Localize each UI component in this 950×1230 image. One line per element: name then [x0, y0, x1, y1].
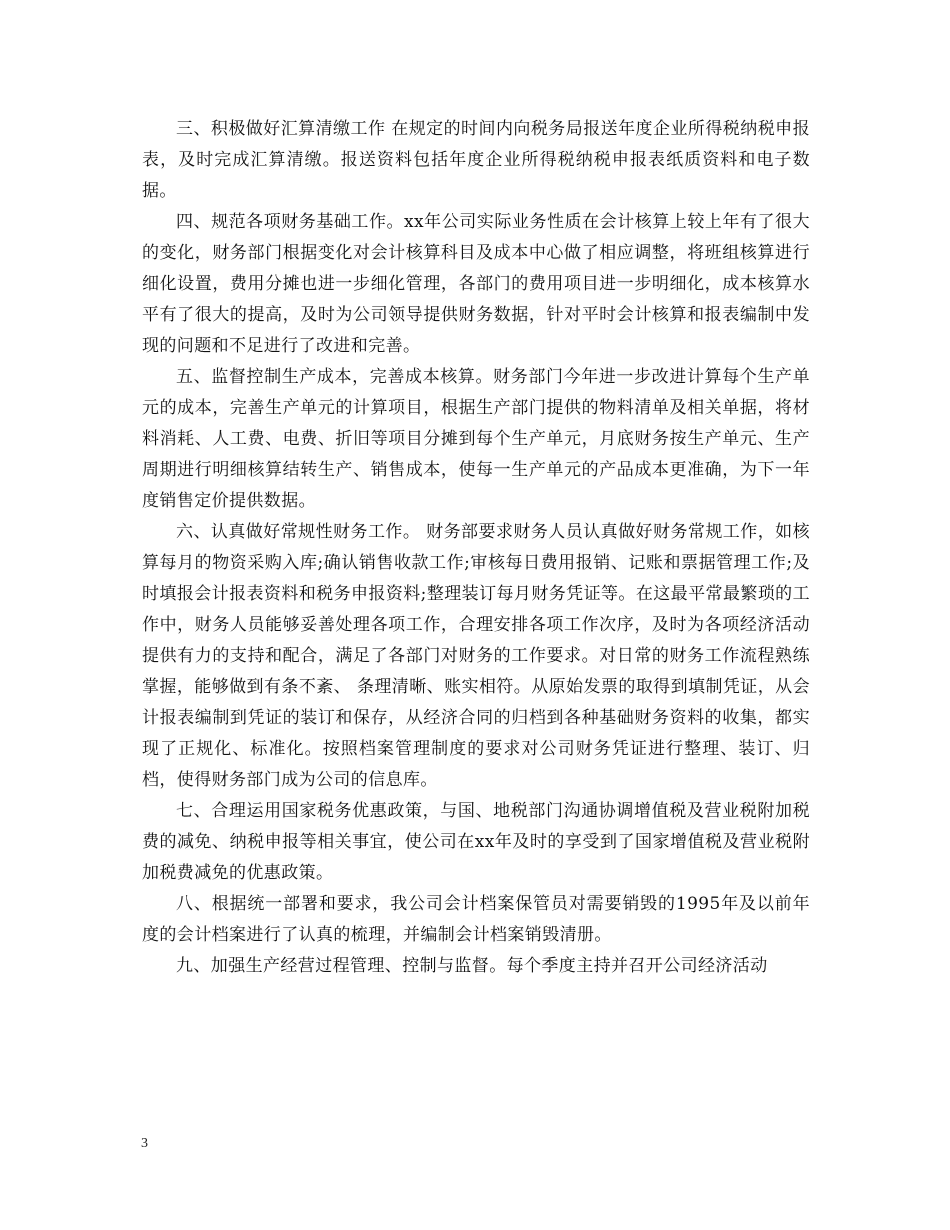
- paragraph-8-archive-destruction: 八、根据统一部署和要求，我公司会计档案保管员对需要销毁的1995年及以前年度的会计档案进行了认真的梳理，并编制会计档案销毁清册。: [142, 894, 810, 945]
- document-body: [142, 114, 810, 982]
- page-number: 3: [141, 1136, 148, 1151]
- paragraph-6-routine-finance: 六、认真做好常规性财务工作。 财务部要求财务人员认真做好财务常规工作，如核算每月的物资采购入库;确认销售收款工作;审核每日费用报销、记账和票据管理工作;及时填报会计报表资料和税务申报资料;整理装订每月财务凭证等。在这最平常最繁琐的工作中，财务人员能够妥善处理各项工作，合理安排各项工作次序，及时为各项经济活动提供有力的支持和配合，满足了各部门对财务的工作要求。对日常的财务工作流程熟练掌握，能够做到有条不紊、 条理清晰、账实相符。从原始发票的取得到填制凭证，从会计报表编制到凭证的装订和保存，从经济合同的归档到各种基础财务资料的收集，都实现了正规化、标准化。按照档案管理制度的要求对公司财务凭证进行整理、装订、归档，使得财务部门成为公司的信息库。: [142, 522, 810, 790]
- paragraph-5-production-cost: 五、监督控制生产成本，完善成本核算。财务部门今年进一步改进计算每个生产单元的成本，完善生产单元的计算项目，根据生产部门提供的物料清单及相关单据，将材料消耗、人工费、电费、折旧等项目分摊到每个生产单元，月底财务按生产单元、生产周期进行明细核算结转生产、销售成本，使每一生产单元的产品成本更准确，为下一年度销售定价提供数据。: [142, 367, 810, 511]
- paragraph-4-financial-basics: 四、规范各项财务基础工作。xx年公司实际业务性质在会计核算上较上年有了很大的变化，财务部门根据变化对会计核算科目及成本中心做了相应调整，将班组核算进行细化设置，费用分摊也进一步细化管理，各部门的费用项目进一步明细化，成本核算水平有了很大的提高，及时为公司领导提供财务数据，针对平时会计核算和报表编制中发现的问题和不足进行了改进和完善。: [142, 212, 810, 356]
- paragraph-9-operations-control: 九、加强生产经营过程管理、控制与监督。每个季度主持并召开公司经济活动: [176, 956, 768, 976]
- paragraph-7-tax-policy: 七、合理运用国家税务优惠政策，与国、地税部门沟通协调增值税及营业税附加税费的减免、纳税申报等相关事宜，使公司在xx年及时的享受到了国家增值税及营业税附加税费减免的优惠政策。: [142, 801, 810, 883]
- paragraph-3-tax-settlement: 三、积极做好汇算清缴工作 在规定的时间内向税务局报送年度企业所得税纳税申报表，及时完成汇算清缴。报送资料包括年度企业所得税纳税申报表纸质资料和电子数据。: [142, 119, 810, 201]
